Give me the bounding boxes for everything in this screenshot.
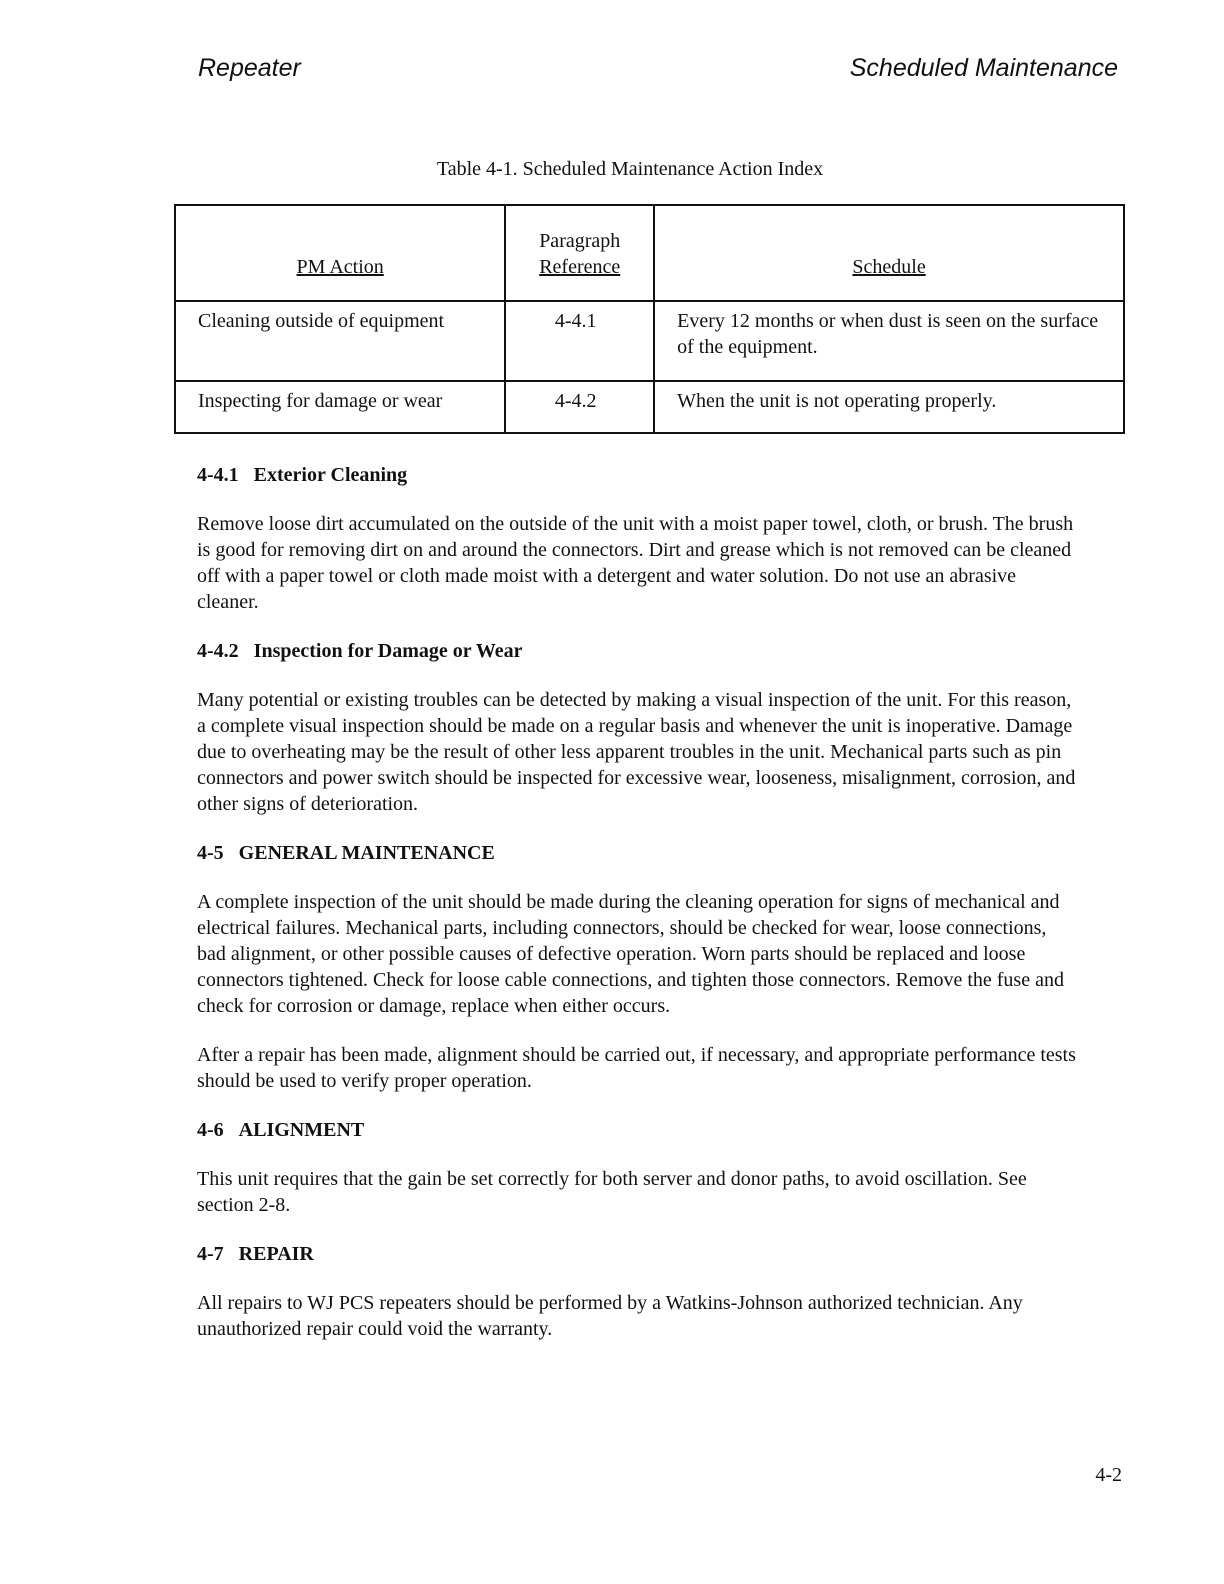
section-title: Exterior Cleaning bbox=[253, 464, 408, 486]
section-paragraph: After a repair has been made, alignment should be carried out, if necessary, and appropriate performance tests should be used to verify proper operation. bbox=[197, 1044, 1076, 1092]
section-title: Inspection for Damage or Wear bbox=[253, 640, 523, 662]
section-paragraph: Remove loose dirt accumulated on the outside of the unit with a moist paper towel, cloth, or brush. The brush is good for removing dirt on and around the connectors. Dirt and grease which is not removed can be cleaned off with a paper towel or cloth made moist with a detergent and water solution. Do not use an abrasive cleaner. bbox=[197, 513, 1074, 613]
table-header-row bbox=[175, 205, 1124, 301]
section-heading bbox=[197, 840, 1077, 866]
page-number: 4-2 bbox=[1095, 1464, 1122, 1486]
section-exterior-cleaning bbox=[197, 462, 1077, 615]
section-heading bbox=[197, 638, 1077, 664]
cell-action: Cleaning outside of equipment bbox=[175, 301, 505, 381]
pm-action-header-label: PM Action bbox=[296, 256, 384, 278]
section-alignment bbox=[197, 1117, 1077, 1218]
section-number: 4-7 bbox=[197, 1243, 224, 1265]
column-header-pm-action bbox=[175, 205, 505, 301]
table-row bbox=[175, 301, 1124, 381]
cell-reference: 4-4.1 bbox=[505, 301, 654, 381]
section-paragraph: A complete inspection of the unit should be made during the cleaning operation for signs of mechanical and electrical failures. Mechanical parts, including connectors, should be checked for wear, loose connections, bad alignment, or other possible causes of defective operation. Worn parts should be replaced and loose connectors tightened. Check for loose cable connections, and tighten those connectors. Remove the fuse and check for corrosion or damage, replace when either occurs. bbox=[197, 891, 1064, 1017]
cell-schedule: When the unit is not operating properly. bbox=[654, 381, 1124, 433]
section-heading bbox=[197, 1241, 1077, 1267]
section-title: GENERAL MAINTENANCE bbox=[238, 842, 495, 864]
table-row bbox=[175, 381, 1124, 433]
cell-schedule: Every 12 months or when dust is seen on the surface of the equipment. bbox=[654, 301, 1124, 381]
section-heading bbox=[197, 1117, 1077, 1143]
reference-header-line2: Reference bbox=[539, 256, 621, 278]
section-inspection bbox=[197, 638, 1077, 817]
running-header-right: Scheduled Maintenance bbox=[849, 54, 1118, 82]
section-heading bbox=[197, 462, 1077, 488]
column-header-schedule bbox=[654, 205, 1124, 301]
cell-reference: 4-4.2 bbox=[505, 381, 654, 433]
table-caption: Table 4-1. Scheduled Maintenance Action Index bbox=[436, 158, 824, 180]
section-number: 4-6 bbox=[197, 1119, 224, 1141]
section-title: REPAIR bbox=[238, 1243, 314, 1265]
document-body bbox=[197, 462, 1077, 1365]
section-title: ALIGNMENT bbox=[238, 1119, 365, 1141]
maintenance-action-table bbox=[174, 204, 1125, 434]
section-paragraph: Many potential or existing troubles can be detected by making a visual inspection of the unit. For this reason, a complete visual inspection should be made on a regular basis and whenever the unit is inoperative. Damage due to overheating may be the result of other less apparent troubles in the unit. Mechanical parts such as pin connectors and power switch should be inspected for excessive wear, looseness, misalignment, corrosion, and other signs of deterioration. bbox=[197, 689, 1076, 815]
section-paragraph: All repairs to WJ PCS repeaters should be performed by a Watkins-Johnson authorized technician. Any unauthorized repair could void the warranty. bbox=[197, 1292, 1023, 1340]
section-general-maintenance bbox=[197, 840, 1077, 1094]
running-header-left: Repeater bbox=[198, 54, 301, 82]
section-number: 4-4.1 bbox=[197, 464, 239, 486]
section-number: 4-5 bbox=[197, 842, 224, 864]
column-header-reference bbox=[505, 205, 654, 301]
reference-header-line1: Paragraph bbox=[539, 230, 621, 252]
section-number: 4-4.2 bbox=[197, 640, 239, 662]
cell-action: Inspecting for damage or wear bbox=[175, 381, 505, 433]
schedule-header-label: Schedule bbox=[852, 256, 926, 278]
section-repair bbox=[197, 1241, 1077, 1342]
section-paragraph: This unit requires that the gain be set correctly for both server and donor paths, to avoid oscillation. See section 2-8. bbox=[197, 1168, 1027, 1216]
